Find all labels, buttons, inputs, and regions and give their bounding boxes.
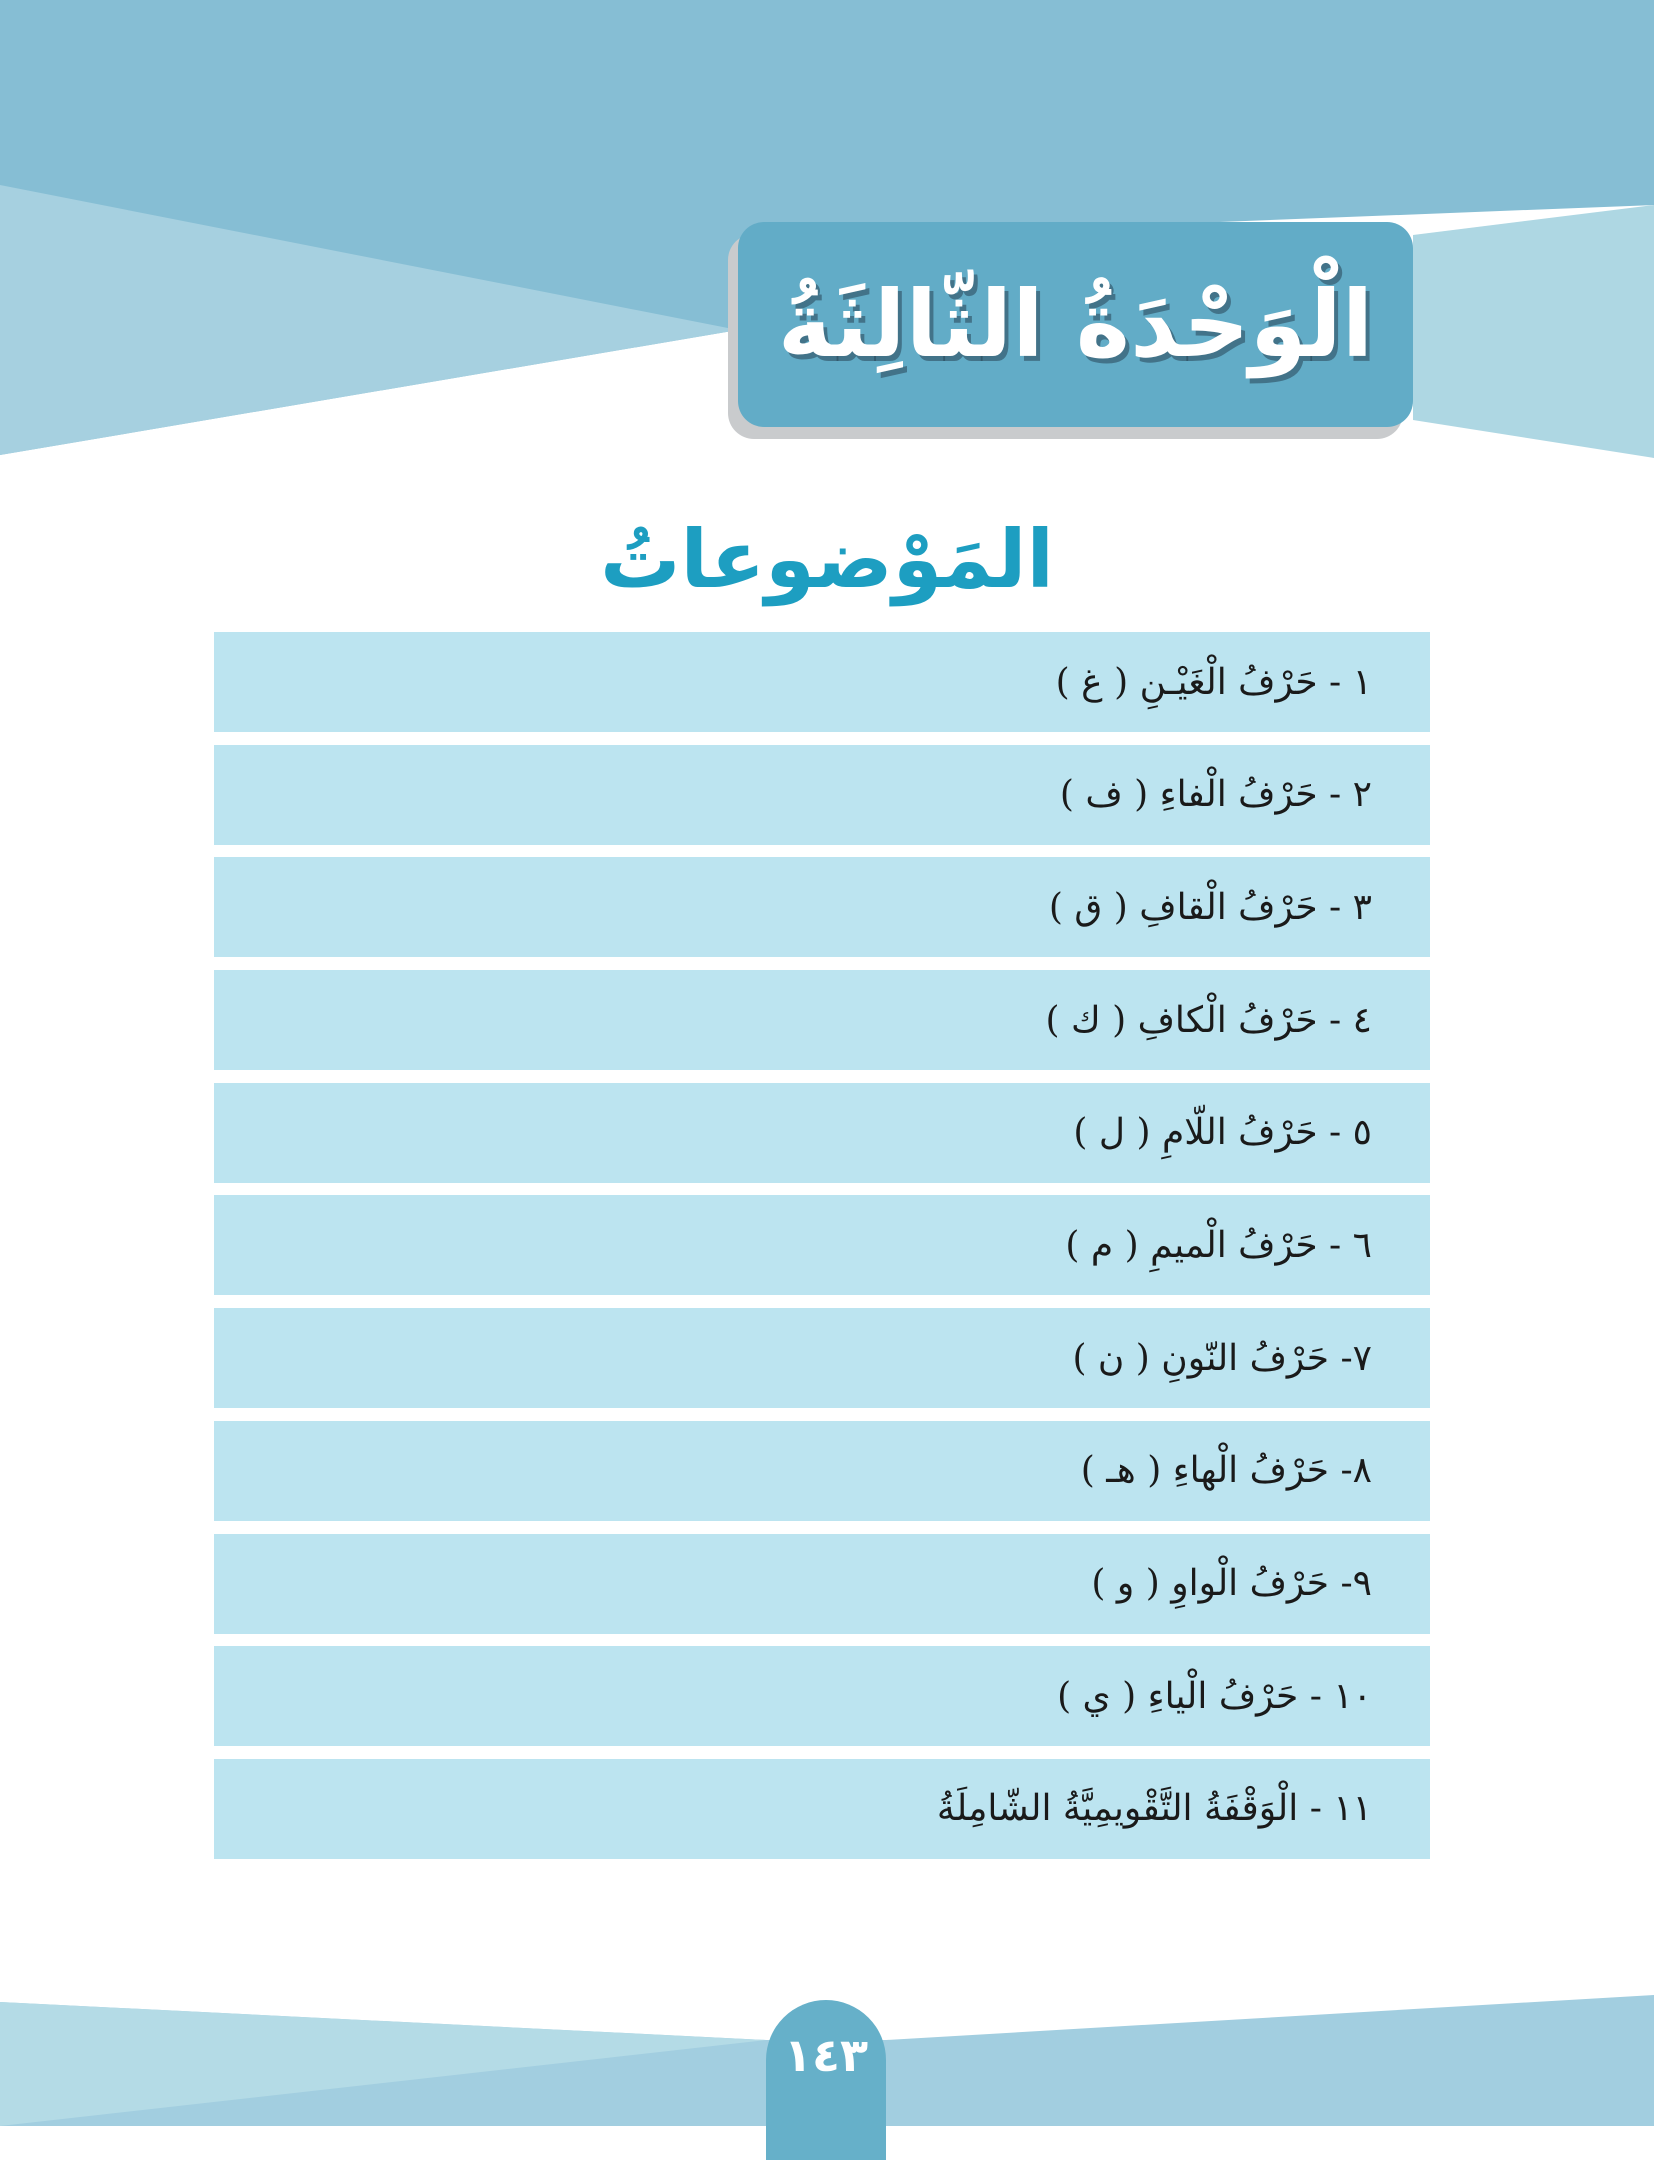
toc-item <box>214 857 1430 957</box>
toc-item-label: ٦ - حَرْفُ الْميمِ ( م ) <box>1065 1224 1372 1266</box>
toc-item <box>214 1759 1430 1859</box>
toc-item-label: ١٠ - حَرْفُ الْياءِ ( ي ) <box>1057 1675 1372 1717</box>
toc-item-label: ٤ - حَرْفُ الْكافِ ( ك ) <box>1045 999 1372 1041</box>
toc-item <box>214 1308 1430 1408</box>
toc-item-label: ٩- حَرْفُ الْواوِ ( و ) <box>1091 1563 1372 1604</box>
top-right-wedge <box>1413 205 1654 458</box>
toc-list <box>214 632 1430 1872</box>
page-number-tab <box>766 2000 886 2160</box>
page-number: ١٤٣ <box>783 2028 869 2082</box>
toc-heading: المَوْضوعاتُ <box>600 513 1054 606</box>
toc-item <box>214 1534 1430 1634</box>
toc-item-label: ١ - حَرْفُ الْغَيْـنِ ( غ ) <box>1055 661 1372 703</box>
toc-item <box>214 970 1430 1070</box>
toc-item <box>214 745 1430 845</box>
toc-item-label: ٧- حَرْفُ النّونِ ( ن ) <box>1072 1337 1372 1379</box>
toc-item <box>214 632 1430 732</box>
toc-item-label: ٣ - حَرْفُ الْقافِ ( ق ) <box>1048 886 1372 928</box>
toc-item-label: ٨- حَرْفُ الْهاءِ ( هـ ) <box>1080 1450 1372 1492</box>
toc-item-label: ٢ - حَرْفُ الْفاءِ ( ف ) <box>1059 774 1372 816</box>
toc-item-label: ٥ - حَرْفُ اللّامِ ( ل ) <box>1073 1112 1372 1154</box>
unit-title-banner <box>738 222 1413 427</box>
toc-item <box>214 1646 1430 1746</box>
toc-item <box>214 1083 1430 1183</box>
toc-item-label: ١١ - الْوَقْفَةُ التَّقْويمِيَّةُ الشّامِلَةُ <box>936 1788 1372 1830</box>
unit-title: الْوَحْدَةُ الثّالِثَةُ <box>777 270 1374 378</box>
toc-item <box>214 1421 1430 1521</box>
toc-item <box>214 1195 1430 1295</box>
